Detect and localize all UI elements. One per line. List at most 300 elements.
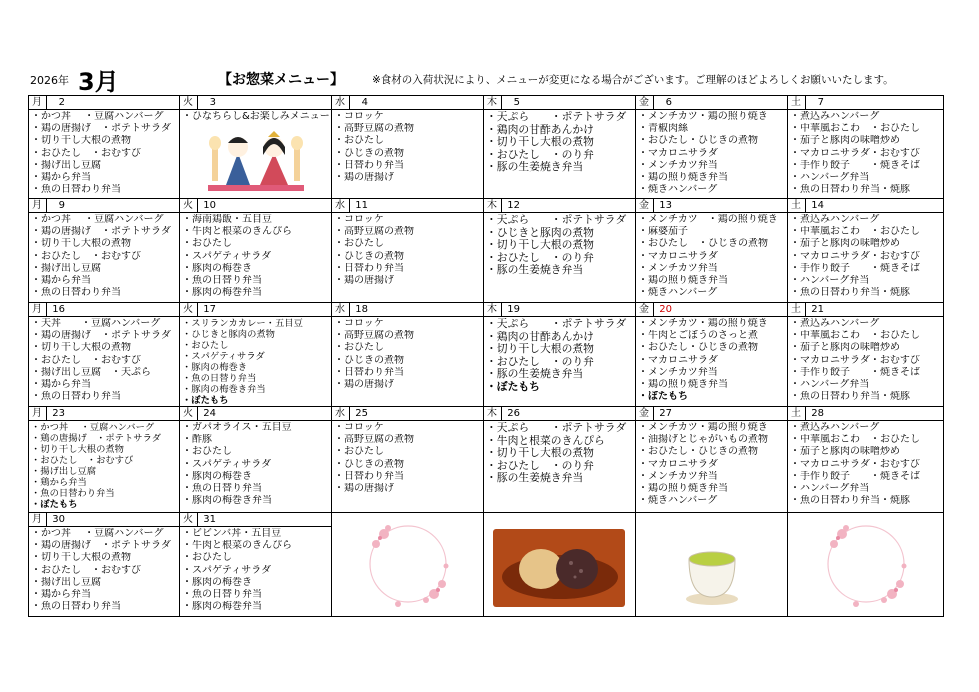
menu-item: ・茄子と豚肉の味噌炒め (790, 342, 900, 354)
menu-item: ・鶏の照り焼き弁当 (638, 483, 728, 495)
menu-item: ・酢豚 (182, 434, 212, 446)
menu-list (636, 317, 787, 403)
menu-item: ・天ぷら ・ポテトサラダ (486, 214, 627, 226)
day-cell (484, 407, 636, 513)
menu-item: ・鶏から弁当 (31, 589, 91, 601)
weekday-label: 木 (484, 96, 502, 109)
menu-item: ・メンチカツ弁当 (638, 366, 718, 378)
day-header (636, 199, 787, 213)
day-number: 7 (817, 97, 824, 108)
day-cell (180, 199, 332, 303)
menu-item: ・おひたし (182, 446, 232, 458)
menu-item: ・コロッケ (334, 318, 384, 329)
menu-item: ・メンチカツ・鶏の照り焼き (638, 318, 768, 329)
menu-item: ・おひたし (182, 552, 232, 564)
weekday-label: 月 (29, 407, 47, 420)
menu-item: ・スパゲティサラダ (182, 351, 265, 362)
menu-item: ・おひたし・ひじきの煮物 (638, 446, 758, 458)
menu-item: ・メンチカツ・鶏の照り焼き (638, 422, 768, 433)
menu-item: ・マカロニサラダ (638, 147, 718, 159)
menu-item: ・ひじきの煮物 (334, 147, 404, 159)
menu-item: ・おひたし ・おむすび (31, 455, 134, 466)
page-title: 【お惣菜メニュー】 (218, 72, 344, 88)
menu-item: ・鶏から弁当 (31, 379, 91, 391)
menu-item: ・鶏の唐揚げ ・ポテトサラダ (31, 433, 162, 444)
menu-list (29, 421, 179, 510)
menu-item: ・揚げ出し豆腐 (31, 466, 97, 477)
menu-item: ・鶏の唐揚げ (334, 172, 394, 184)
menu-item: ・おひたし ・ひじきの煮物 (638, 238, 768, 250)
day-number: 23 (52, 408, 65, 419)
menu-item: ・揚げ出し豆腐 (31, 159, 101, 171)
menu-item: ・切り干し大根の煮物 (31, 238, 131, 250)
menu-item: ・天ぷら ・ポテトサラダ (486, 422, 627, 434)
menu-item: ・スリランカカレー・五目豆 (182, 318, 303, 329)
day-cell (636, 199, 788, 303)
day-cell (332, 407, 484, 513)
week-row-5 (29, 513, 944, 617)
menu-list (332, 317, 483, 391)
menu-item: ・鶏の唐揚げ ・ポテトサラダ (31, 123, 171, 135)
weekday-label: 火 (180, 513, 198, 526)
menu-item: ・コロッケ (334, 214, 384, 225)
menu-item: ・切り干し大根の煮物 (31, 342, 131, 354)
day-cell (788, 303, 944, 407)
day-cell (180, 513, 332, 617)
menu-item: ・豚肉の梅巻き (182, 262, 252, 274)
menu-item: ・魚の日替り弁当 (182, 275, 262, 287)
menu-item: ・切り干し大根の煮物 (486, 239, 594, 252)
menu-item: ・ぼたもち (486, 380, 540, 393)
menu-item: ・牛肉と根菜のきんぴら (486, 434, 605, 447)
menu-item: ・ぼたもち (182, 395, 229, 406)
day-cell (332, 199, 484, 303)
menu-item: ・鶏の唐揚げ ・ポテトサラダ (31, 540, 171, 552)
menu-item: ・ビビンバ丼・五目豆 (182, 528, 282, 539)
menu-item: ・天丼 ・豆腐ハンバーグ (31, 318, 161, 329)
day-number: 31 (203, 514, 216, 525)
day-number: 24 (203, 408, 216, 419)
day-header (636, 407, 787, 421)
day-number: 21 (811, 304, 824, 315)
menu-list (788, 317, 943, 403)
menu-item: ・煮込みハンバーグ (790, 214, 880, 225)
day-cell (484, 199, 636, 303)
day-header (484, 407, 635, 421)
day-header (332, 96, 483, 110)
menu-item: ・日替わり弁当 (334, 159, 404, 171)
day-header (484, 303, 635, 317)
menu-item: ・焼きハンバーグ (638, 495, 718, 507)
menu-item: ・コロッケ (334, 422, 384, 433)
menu-item: ・魚の日替り弁当 (182, 483, 262, 495)
menu-item: ・牛肉と根菜のきんぴら (182, 226, 292, 238)
day-header (29, 96, 179, 110)
day-cell (788, 199, 944, 303)
day-cell (180, 407, 332, 513)
menu-item: ・魚の日替わり弁当 (31, 184, 121, 196)
menu-item: ・煮込みハンバーグ (790, 422, 880, 433)
menu-item: ・高野豆腐の煮物 (334, 123, 414, 135)
menu-list (484, 110, 635, 174)
day-cell (29, 199, 180, 303)
menu-item: ・魚の日替わり弁当・焼豚 (790, 287, 910, 299)
menu-item: ・ぼたもち (31, 499, 78, 510)
menu-item: ・揚げ出し豆腐 (31, 262, 101, 274)
weekday-label: 土 (788, 303, 806, 316)
menu-list (180, 317, 331, 406)
menu-item: ・天ぷら ・ポテトサラダ (486, 318, 627, 330)
menu-item: ・ひじきの煮物 (334, 250, 404, 262)
menu-list (180, 421, 331, 507)
menu-item: ・魚の日替わり弁当 (31, 488, 115, 499)
menu-item: ・牛肉と根菜のきんぴら (182, 540, 292, 552)
menu-list (636, 421, 787, 507)
day-cell (332, 303, 484, 407)
menu-item: ・ひじきの煮物 (334, 354, 404, 366)
menu-list (636, 110, 787, 196)
day-number: 26 (507, 408, 520, 419)
day-header (29, 407, 179, 421)
day-number: 13 (659, 200, 672, 211)
menu-item: ・おひたし ・おむすび (31, 250, 141, 262)
menu-calendar (28, 95, 944, 617)
menu-item: ・中華風おこわ ・おひたし (790, 123, 920, 135)
weekday-label: 土 (788, 407, 806, 420)
menu-item: ・マカロニサラダ (638, 250, 718, 262)
menu-item: ・鶏から弁当 (31, 172, 91, 184)
menu-list (788, 213, 943, 299)
day-cell (788, 96, 944, 199)
empty-cell (636, 513, 788, 617)
menu-list (180, 527, 331, 613)
day-number: 14 (811, 200, 824, 211)
menu-item: ・牛肉とごぼうのさっと煮 (638, 330, 758, 342)
menu-item: ・切り干し大根の煮物 (31, 135, 131, 147)
menu-item: ・鶏の唐揚げ (334, 275, 394, 287)
menu-item: ・スパゲティサラダ (182, 564, 272, 576)
green-tea-illustration (677, 539, 747, 609)
weekday-label: 水 (332, 407, 350, 420)
menu-item: ・魚の日替わり弁当・焼豚 (790, 184, 910, 196)
day-header (180, 303, 331, 317)
weekday-label: 土 (788, 199, 806, 212)
menu-item: ・おひたし ・のり弁 (486, 355, 594, 368)
menu-list (29, 317, 179, 403)
menu-item: ・かつ丼 ・豆腐ハンバーグ (31, 422, 155, 433)
menu-item: ・おひたし ・おむすび (31, 354, 141, 366)
day-number: 19 (507, 304, 520, 315)
menu-list (29, 527, 179, 613)
menu-list (180, 110, 331, 123)
day-cell (636, 303, 788, 407)
menu-item: ・メンチカツ弁当 (638, 470, 718, 482)
menu-item: ・おひたし (334, 342, 384, 354)
menu-item: ・切り干し大根の煮物 (31, 444, 124, 455)
menu-item: ・おひたし ・のり弁 (486, 459, 594, 472)
menu-item: ・中華風おこわ ・おひたし (790, 226, 920, 238)
day-header (180, 199, 331, 213)
menu-item: ・茄子と豚肉の味噌炒め (790, 135, 900, 147)
day-cell (484, 96, 636, 199)
menu-item: ・煮込みハンバーグ (790, 318, 880, 329)
menu-item: ・豚の生姜焼き弁当 (486, 472, 584, 485)
day-number: 17 (203, 304, 216, 315)
day-number: 10 (203, 200, 216, 211)
menu-list (484, 213, 635, 277)
menu-item: ・おひたし ・のり弁 (486, 251, 594, 264)
menu-item: ・ハンバーグ弁当 (790, 483, 870, 495)
menu-item: ・おひたし (334, 238, 384, 250)
menu-item: ・ひじきと豚肉の煮物 (182, 329, 275, 340)
weekday-label: 木 (484, 303, 502, 316)
menu-item: ・おひたし ・おむすび (31, 147, 141, 159)
menu-item: ・中華風おこわ ・おひたし (790, 330, 920, 342)
weekday-label: 月 (29, 513, 47, 526)
weekday-label: 木 (484, 407, 502, 420)
menu-item: ・豚肉の梅巻き (182, 576, 252, 588)
menu-item: ・手作り餃子 ・焼きそば (790, 470, 920, 482)
day-header (332, 407, 483, 421)
day-number: 6 (665, 97, 672, 108)
menu-item: ・切り干し大根の煮物 (486, 136, 594, 149)
empty-cell (332, 513, 484, 617)
hina-dolls-illustration (204, 123, 308, 195)
weekday-label: 土 (788, 96, 806, 109)
weekday-label: 金 (636, 303, 654, 316)
menu-list (332, 421, 483, 495)
year-label: 2026年 (30, 74, 69, 87)
menu-item: ・おひたし (334, 135, 384, 147)
day-header (180, 407, 331, 421)
day-number: 2 (58, 97, 65, 108)
menu-item: ・鶏の唐揚げ ・ポテトサラダ (31, 330, 171, 342)
weekday-label: 水 (332, 96, 350, 109)
menu-item: ・高野豆腐の煮物 (334, 434, 414, 446)
menu-item: ・魚の日替り弁当 (182, 373, 257, 384)
day-header (788, 96, 943, 110)
menu-item: ・ひなちらし&お楽しみメニュー (182, 111, 330, 122)
menu-item: ・鶏肉の甘酢あんかけ (486, 123, 594, 136)
menu-list (29, 213, 179, 299)
menu-item: ・ひじきの煮物 (334, 458, 404, 470)
menu-item: ・魚の日替り弁当 (182, 589, 262, 601)
day-cell (29, 407, 180, 513)
day-header (636, 303, 787, 317)
menu-item: ・煮込みハンバーグ (790, 111, 880, 122)
day-number: 12 (507, 200, 520, 211)
menu-item: ・マカロニサラダ・おむすび (790, 147, 920, 159)
menu-item: ・豚の生姜焼き弁当 (486, 368, 584, 381)
menu-item: ・鶏の照り焼き弁当 (638, 172, 728, 184)
menu-item: ・天ぷら ・ポテトサラダ (486, 111, 627, 123)
day-cell (332, 96, 484, 199)
menu-item: ・おひたし ・のり弁 (486, 148, 594, 161)
day-header (788, 199, 943, 213)
menu-item: ・鶏の唐揚げ ・ポテトサラダ (31, 226, 171, 238)
day-number: 11 (355, 200, 368, 211)
menu-item: ・切り干し大根の煮物 (31, 552, 131, 564)
weekday-label: 水 (332, 303, 350, 316)
menu-item: ・日替わり弁当 (334, 366, 404, 378)
menu-item: ・茄子と豚肉の味噌炒め (790, 238, 900, 250)
menu-item: ・高野豆腐の煮物 (334, 330, 414, 342)
menu-list (788, 421, 943, 507)
page-header (30, 64, 950, 94)
day-header (788, 303, 943, 317)
menu-item: ・切り干し大根の煮物 (486, 447, 594, 460)
weekday-label: 火 (180, 303, 198, 316)
menu-item: ・ひじきと豚肉の煮物 (486, 226, 594, 239)
menu-list (29, 110, 179, 196)
menu-item: ・豚肉の梅巻き弁当 (182, 495, 272, 507)
menu-item: ・鶏の照り焼き弁当 (638, 379, 728, 391)
menu-item: ・メンチカツ弁当 (638, 262, 718, 274)
menu-list (332, 213, 483, 287)
menu-item: ・マカロニサラダ・おむすび (790, 354, 920, 366)
menu-item: ・切り干し大根の煮物 (486, 343, 594, 356)
menu-item: ・茄子と豚肉の味噌炒め (790, 446, 900, 458)
menu-list (636, 213, 787, 299)
menu-item: ・魚の日替わり弁当 (31, 391, 121, 403)
day-cell (29, 303, 180, 407)
menu-item: ・ハンバーグ弁当 (790, 379, 870, 391)
day-number: 16 (52, 304, 65, 315)
day-number: 27 (659, 408, 672, 419)
menu-item: ・豚肉の梅巻弁当 (182, 601, 262, 613)
day-number: 25 (355, 408, 368, 419)
day-cell (29, 513, 180, 617)
day-cell (788, 407, 944, 513)
menu-item: ・揚げ出し豆腐 (31, 576, 101, 588)
week-row-4 (29, 407, 944, 513)
menu-item: ・メンチカツ・鶏の照り焼き (638, 111, 768, 122)
menu-item: ・日替わり弁当 (334, 262, 404, 274)
weekday-label: 金 (636, 199, 654, 212)
day-header (180, 96, 331, 110)
menu-item: ・豚肉の梅巻き (182, 362, 248, 373)
day-cell (29, 96, 180, 199)
menu-item: ・ガパオライス・五目豆 (182, 422, 292, 433)
day-header (788, 407, 943, 421)
botamochi-illustration (491, 521, 629, 613)
menu-item: ・豚肉の梅巻弁当 (182, 287, 262, 299)
day-number: 20 (659, 304, 672, 315)
day-header (484, 199, 635, 213)
menu-item: ・おひたし・ひじきの煮物 (638, 342, 758, 354)
menu-item: ・おひたし (182, 340, 229, 351)
menu-item: ・豚肉の梅巻き (182, 470, 252, 482)
menu-item: ・焼きハンバーグ (638, 184, 718, 196)
notice-text: ※食材の入荷状況により、メニューが変更になる場合がございます。ご理解のほどよろしくお願いいたします。 (372, 74, 894, 86)
menu-item: ・おひたし (182, 238, 232, 250)
menu-list (484, 421, 635, 485)
day-number: 18 (355, 304, 368, 315)
weekday-label: 月 (29, 96, 47, 109)
weekday-label: 月 (29, 199, 47, 212)
menu-item: ・魚の日替わり弁当・焼豚 (790, 495, 910, 507)
menu-item: ・メンチカツ弁当 (638, 159, 718, 171)
day-number: 4 (361, 97, 368, 108)
empty-cell (484, 513, 636, 617)
menu-item: ・おひたし (334, 446, 384, 458)
day-header (180, 513, 331, 527)
menu-item: ・マカロニサラダ・おむすび (790, 250, 920, 262)
menu-item: ・コロッケ (334, 111, 384, 122)
menu-item: ・日替わり弁当 (334, 470, 404, 482)
menu-item: ・青椒肉絲 (638, 123, 688, 135)
menu-item: ・マカロニサラダ (638, 458, 718, 470)
menu-item: ・かつ丼 ・豆腐ハンバーグ (31, 528, 164, 539)
menu-item: ・手作り餃子 ・焼きそば (790, 159, 920, 171)
day-header (29, 199, 179, 213)
menu-item: ・鶏から弁当 (31, 275, 91, 287)
floral-wreath-illustration (816, 514, 916, 614)
empty-cell (788, 513, 944, 617)
menu-item: ・豚の生姜焼き弁当 (486, 161, 584, 174)
menu-item: ・魚の日替わり弁当 (31, 287, 121, 299)
weekday-label: 火 (180, 96, 198, 109)
menu-item: ・スパゲティサラダ (182, 250, 272, 262)
day-header (332, 199, 483, 213)
weekday-label: 水 (332, 199, 350, 212)
day-cell (484, 303, 636, 407)
menu-item: ・豚の生姜焼き弁当 (486, 264, 584, 277)
menu-item: ・鶏の唐揚げ (334, 483, 394, 495)
day-number: 5 (513, 97, 520, 108)
menu-item: ・かつ丼 ・豆腐ハンバーグ (31, 111, 164, 122)
menu-list (484, 317, 635, 394)
menu-item: ・手作り餃子 ・焼きそば (790, 366, 920, 378)
menu-item: ・ハンバーグ弁当 (790, 275, 870, 287)
menu-item: ・麻婆茄子 (638, 226, 688, 238)
menu-item: ・ハンバーグ弁当 (790, 172, 870, 184)
menu-item: ・おひたし ・おむすび (31, 564, 141, 576)
menu-item: ・豚肉の梅巻き弁当 (182, 384, 266, 395)
weekday-label: 火 (180, 199, 198, 212)
week-row-2 (29, 199, 944, 303)
day-cell (636, 96, 788, 199)
day-header (636, 96, 787, 110)
month-label: 3月 (78, 68, 119, 96)
menu-item: ・中華風おこわ ・おひたし (790, 434, 920, 446)
day-header (29, 303, 179, 317)
menu-item: ・魚の日替わり弁当・焼豚 (790, 391, 910, 403)
menu-item: ・油揚げとじゃがいもの煮物 (638, 434, 768, 446)
floral-wreath-illustration (358, 514, 458, 614)
menu-item: ・鶏から弁当 (31, 477, 87, 488)
menu-item: ・海南鶏飯・五目豆 (182, 214, 272, 225)
day-header (332, 303, 483, 317)
menu-item: ・魚の日替わり弁当 (31, 601, 121, 613)
menu-item: ・マカロニサラダ・おむすび (790, 458, 920, 470)
menu-item: ・焼きハンバーグ (638, 287, 718, 299)
day-number: 30 (52, 514, 65, 525)
day-cell (180, 96, 332, 199)
menu-item: ・鶏の照り焼き弁当 (638, 275, 728, 287)
day-number: 9 (58, 200, 65, 211)
menu-item: ・ぼたもち (638, 391, 688, 403)
weekday-label: 火 (180, 407, 198, 420)
menu-list (332, 110, 483, 184)
menu-item: ・鶏の唐揚げ (334, 379, 394, 391)
day-header (29, 513, 179, 527)
menu-item: ・高野豆腐の煮物 (334, 226, 414, 238)
weekday-label: 月 (29, 303, 47, 316)
menu-list (788, 110, 943, 196)
menu-item: ・メンチカツ ・鶏の照り焼き (638, 214, 778, 225)
menu-item: ・スパゲティサラダ (182, 458, 272, 470)
